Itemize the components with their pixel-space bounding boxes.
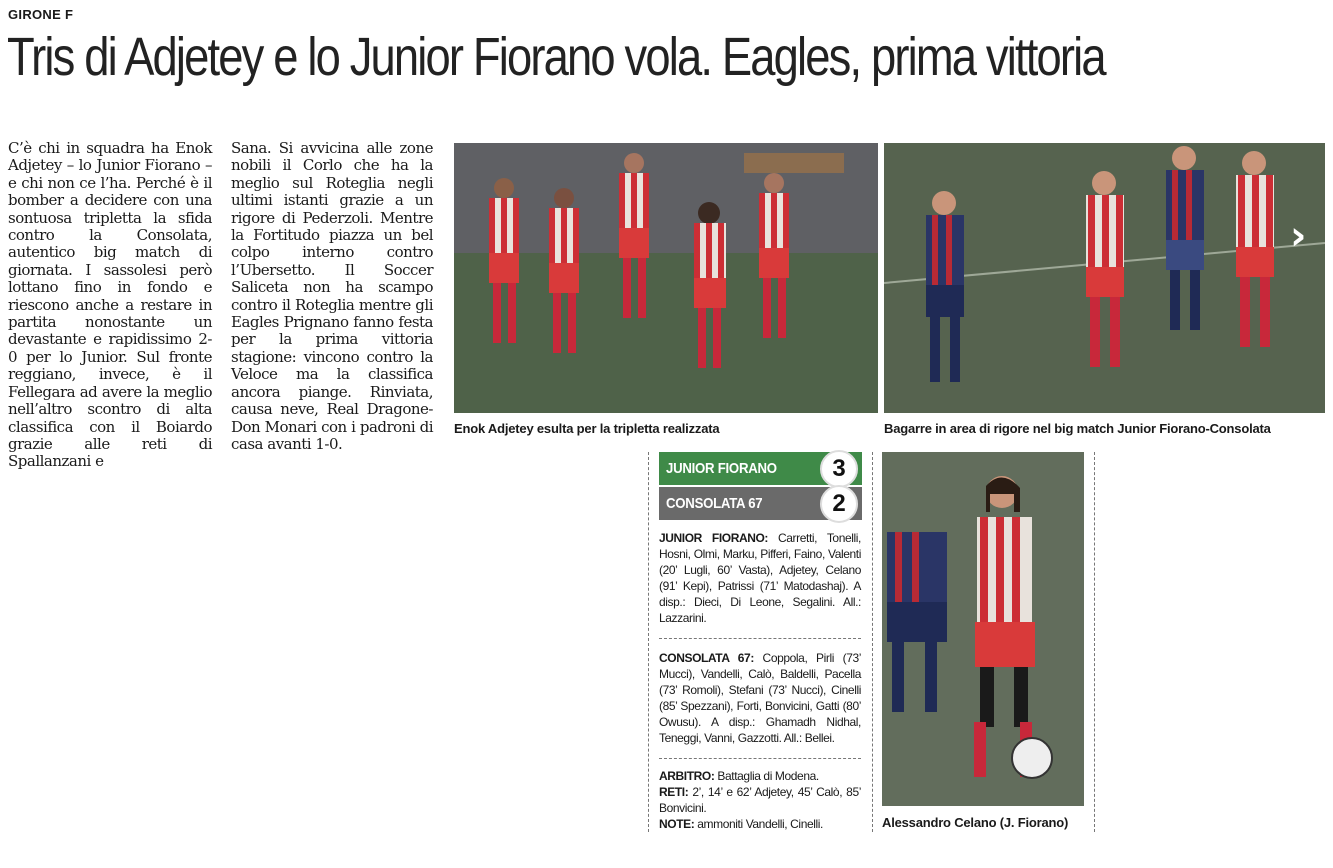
article-column-1: C’è chi in squadra ha Enok Adjetey – lo Junior Fiorano – e chi non ce l’ha. Perché è il bomber a decidere con una sontuosa tripletta la sfida contro la Consolata, autentico big match di giornata. I sassolesi però lottano fino in fondo e riescono anche a restare in partita nonostante un devastante e rapidissimo 2-0 per lo Junior. Sul fronte reggiano, invece, è il Fellegara ad avere la meglio nell’altro scontro di alta classifica con il Boiardo grazie alle reti di Spallanzani e xyxy=(8,139,212,471)
notes-text: ammoniti Vandelli, Cinelli. xyxy=(694,817,823,831)
photo-celano-illustration xyxy=(882,452,1084,806)
home-lineup-label: JUNIOR FIORANO: xyxy=(659,531,769,545)
away-lineup-text: Coppola, Pirli (73’ Mucci), Vandelli, Calò, Baldelli, Pacella (73’ Romoli), Stefani (73’ Nucci), Cinelli (85’ Spezzani), Forti, Bonvicini, Gatti (80’ Owusu). A disp.: Ghamadh Nidhal, Teneggi, Vanni, Gazzotti. All.: Bellei. xyxy=(659,651,862,745)
photo-celano-caption: Alessandro Celano (J. Fiorano) xyxy=(882,815,1069,830)
match-info xyxy=(659,768,861,832)
goals-line xyxy=(659,784,861,816)
divider xyxy=(648,452,649,832)
scoreboard-home xyxy=(659,452,862,485)
home-lineup xyxy=(659,530,861,626)
referee-line xyxy=(659,768,861,784)
away-team-name: CONSOLATA 67 xyxy=(666,495,763,512)
goals-text: 2’, 14’ e 62’ Adjetey, 45’ Calò, 85’ Bonvicini. xyxy=(659,785,861,815)
referee-text: Battaglia di Modena. xyxy=(714,769,819,783)
goals-label: RETI: xyxy=(659,785,689,799)
referee-label: ARBITRO: xyxy=(659,769,715,783)
chevron-right-icon[interactable]: › xyxy=(1290,213,1307,259)
divider xyxy=(872,452,873,832)
photo-celebration xyxy=(454,143,878,413)
scoreboard-away xyxy=(659,487,862,520)
away-lineup xyxy=(659,650,861,746)
divider xyxy=(1094,452,1095,832)
away-lineup-label: CONSOLATA 67: xyxy=(659,651,754,665)
divider xyxy=(659,638,861,639)
section-kicker: GIRONE F xyxy=(8,7,74,22)
photo-celebration-illustration xyxy=(454,143,878,413)
home-team-score: 3 xyxy=(820,450,858,488)
notes-line xyxy=(659,816,861,832)
headline: Tris di Adjetey e lo Junior Fiorano vola. Eagles, prima vittoria xyxy=(7,27,1105,87)
notes-label: NOTE: xyxy=(659,817,695,831)
divider xyxy=(659,758,861,759)
article-column-2: Sana. Si avvicina alle zone nobili il Corlo che ha la meglio sul Roteglia negli ultimi istanti grazie a un rigore di Pederzoli. Mentre la Fortitudo piazza un bel colpo interno contro l’Ubersetto. Il Soccer Saliceta non ha scampo contro il Roteglia mentre gli Eagles Prignano fanno festa per la prima vittoria stagione: vincono contro la Veloce ma la classifica ancora piange. Rinviata, causa neve, Real Dragone-Don Monari con i padroni di casa avanti 1-0. xyxy=(231,139,433,453)
photo-celebration-caption: Enok Adjetey esulta per la tripletta realizzata xyxy=(454,421,720,436)
home-team-name: JUNIOR FIORANO xyxy=(666,460,777,477)
photo-penalty-area xyxy=(884,143,1325,413)
away-team-score: 2 xyxy=(820,485,858,523)
photo-penalty-area-caption: Bagarre in area di rigore nel big match Junior Fiorano-Consolata xyxy=(884,421,1271,436)
home-lineup-text: Carretti, Tonelli, Hosni, Olmi, Marku, Pifferi, Faino, Valenti (20’ Lugli, 60’ Vasta), Adjetey, Celano (91’ Kepi), Patrissi (71’ Matodashaj). A disp.: Dieci, Di Leone, Segalini. All.: Lazzarini. xyxy=(659,531,861,625)
photo-celano xyxy=(882,452,1084,806)
photo-penalty-area-illustration xyxy=(884,143,1325,413)
